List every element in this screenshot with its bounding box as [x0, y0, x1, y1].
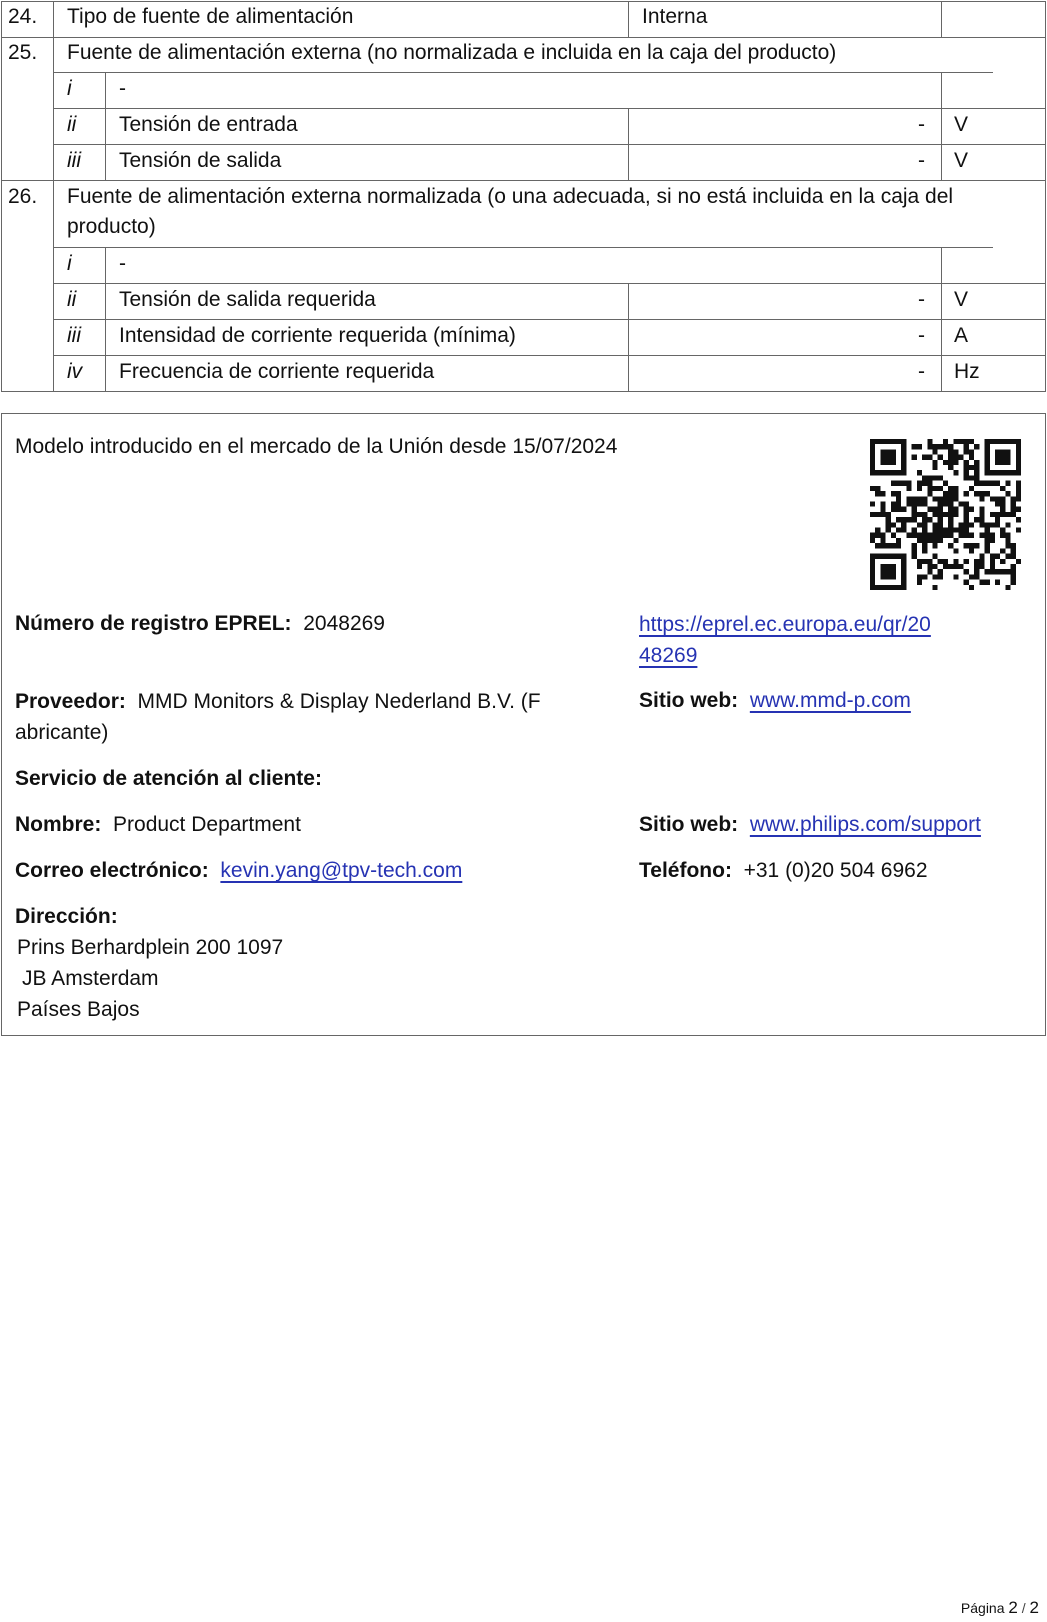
page-separator: /: [1021, 1600, 1026, 1616]
contact-name: [15, 810, 301, 840]
page-current: 2: [1008, 1598, 1018, 1617]
row-26-sub-iii-unit: A: [954, 324, 969, 347]
supplier-website-link[interactable]: www.mmd-p.com: [749, 689, 911, 712]
row-26-sub-iii-text: Intensidad de corriente requerida (mínima): [119, 324, 516, 347]
supplier-name-continuation: abricante): [15, 721, 109, 744]
row-25-number: 25.: [8, 41, 38, 64]
model-introduced-date: Modelo introducido en el mercado de la Unión desde 15/07/2024: [15, 435, 618, 458]
eprel-registration: [15, 609, 385, 639]
row-26-sub-i-index: i: [67, 252, 72, 275]
row-25-sub-iii-unit: V: [954, 149, 969, 172]
address-line-1: Prins Berhardplein 200 1097: [17, 936, 284, 959]
row-25-sub-ii-unit: V: [954, 113, 969, 136]
eprel-qr-link-line1[interactable]: https://eprel.ec.europa.eu/qr/20: [639, 613, 931, 636]
row-26-sub-i-text: -: [119, 252, 126, 275]
supplier-name: MMD Monitors & Display Nederland B.V. (F: [137, 690, 541, 713]
row-24-value: Interna: [642, 5, 708, 28]
supplier-website: [639, 686, 911, 716]
support-website-label: Sitio web:: [639, 813, 739, 836]
email-label: Correo electrónico:: [15, 859, 209, 882]
eprel-qr-link-line2[interactable]: 48269: [639, 644, 698, 667]
row-25-sub-i-index: i: [67, 77, 72, 100]
address-line-3: Países Bajos: [17, 998, 140, 1021]
email-link[interactable]: kevin.yang@tpv-tech.com: [220, 859, 463, 882]
row-25-label: Fuente de alimentación externa (no normalizada e incluida en la caja del producto): [67, 41, 837, 64]
supplier-info: [15, 686, 541, 748]
contact-name-value: Product Department: [113, 813, 301, 836]
row-26-label: Fuente de alimentación externa normalizada (o una adecuada, si no está incluida en la caja del producto): [67, 185, 954, 238]
row-26-sub-iv-unit: Hz: [954, 360, 980, 383]
address-label: Dirección:: [15, 905, 118, 928]
contact-email: [15, 856, 462, 886]
row-26-sub-ii-text: Tensión de salida requerida: [119, 288, 376, 311]
row-25-sub-iii-text: Tensión de salida: [119, 149, 282, 172]
row-25-sub-iii-index: iii: [67, 149, 81, 172]
customer-service-heading: Servicio de atención al cliente:: [15, 767, 322, 790]
row-25-sub-ii-text: Tensión de entrada: [119, 113, 298, 136]
phone-label: Teléfono:: [639, 859, 732, 882]
row-26-sub-ii-unit: V: [954, 288, 969, 311]
row-24-number: 24.: [8, 5, 38, 28]
row-26-sub-ii-index: ii: [67, 288, 77, 311]
row-26-number: 26.: [8, 185, 38, 208]
support-website: [639, 810, 981, 840]
page-number: [961, 1598, 1039, 1618]
page-total: 2: [1029, 1598, 1039, 1617]
qr-code-image: [870, 439, 1021, 590]
row-26-sub-iv-value: -: [918, 360, 925, 383]
row-25-sub-iii-value: -: [918, 149, 925, 172]
address-line-2: JB Amsterdam: [22, 967, 159, 990]
eprel-label: Número de registro EPREL:: [15, 612, 292, 635]
row-26-sub-iv-index: iv: [67, 360, 83, 383]
row-25-sub-i-text: -: [119, 77, 126, 100]
row-25-sub-ii-value: -: [918, 113, 925, 136]
row-26-sub-ii-value: -: [918, 288, 925, 311]
row-25-sub-ii-index: ii: [67, 113, 77, 136]
contact-name-label: Nombre:: [15, 813, 102, 836]
page-label: Página: [960, 1600, 1005, 1616]
eprel-number: 2048269: [303, 612, 385, 635]
support-website-link[interactable]: www.philips.com/support: [749, 813, 981, 836]
supplier-label: Proveedor:: [15, 690, 126, 713]
phone-value: +31 (0)20 504 6962: [743, 859, 928, 882]
contact-phone: [639, 856, 928, 886]
row-26-sub-iii-value: -: [918, 324, 925, 347]
supplier-website-label: Sitio web:: [639, 689, 739, 712]
row-26-sub-iii-index: iii: [67, 324, 81, 347]
row-26-sub-iv-text: Frecuencia de corriente requerida: [119, 360, 435, 383]
row-24-label: Tipo de fuente de alimentación: [67, 5, 354, 28]
eprel-qr-link-block[interactable]: [639, 609, 931, 671]
